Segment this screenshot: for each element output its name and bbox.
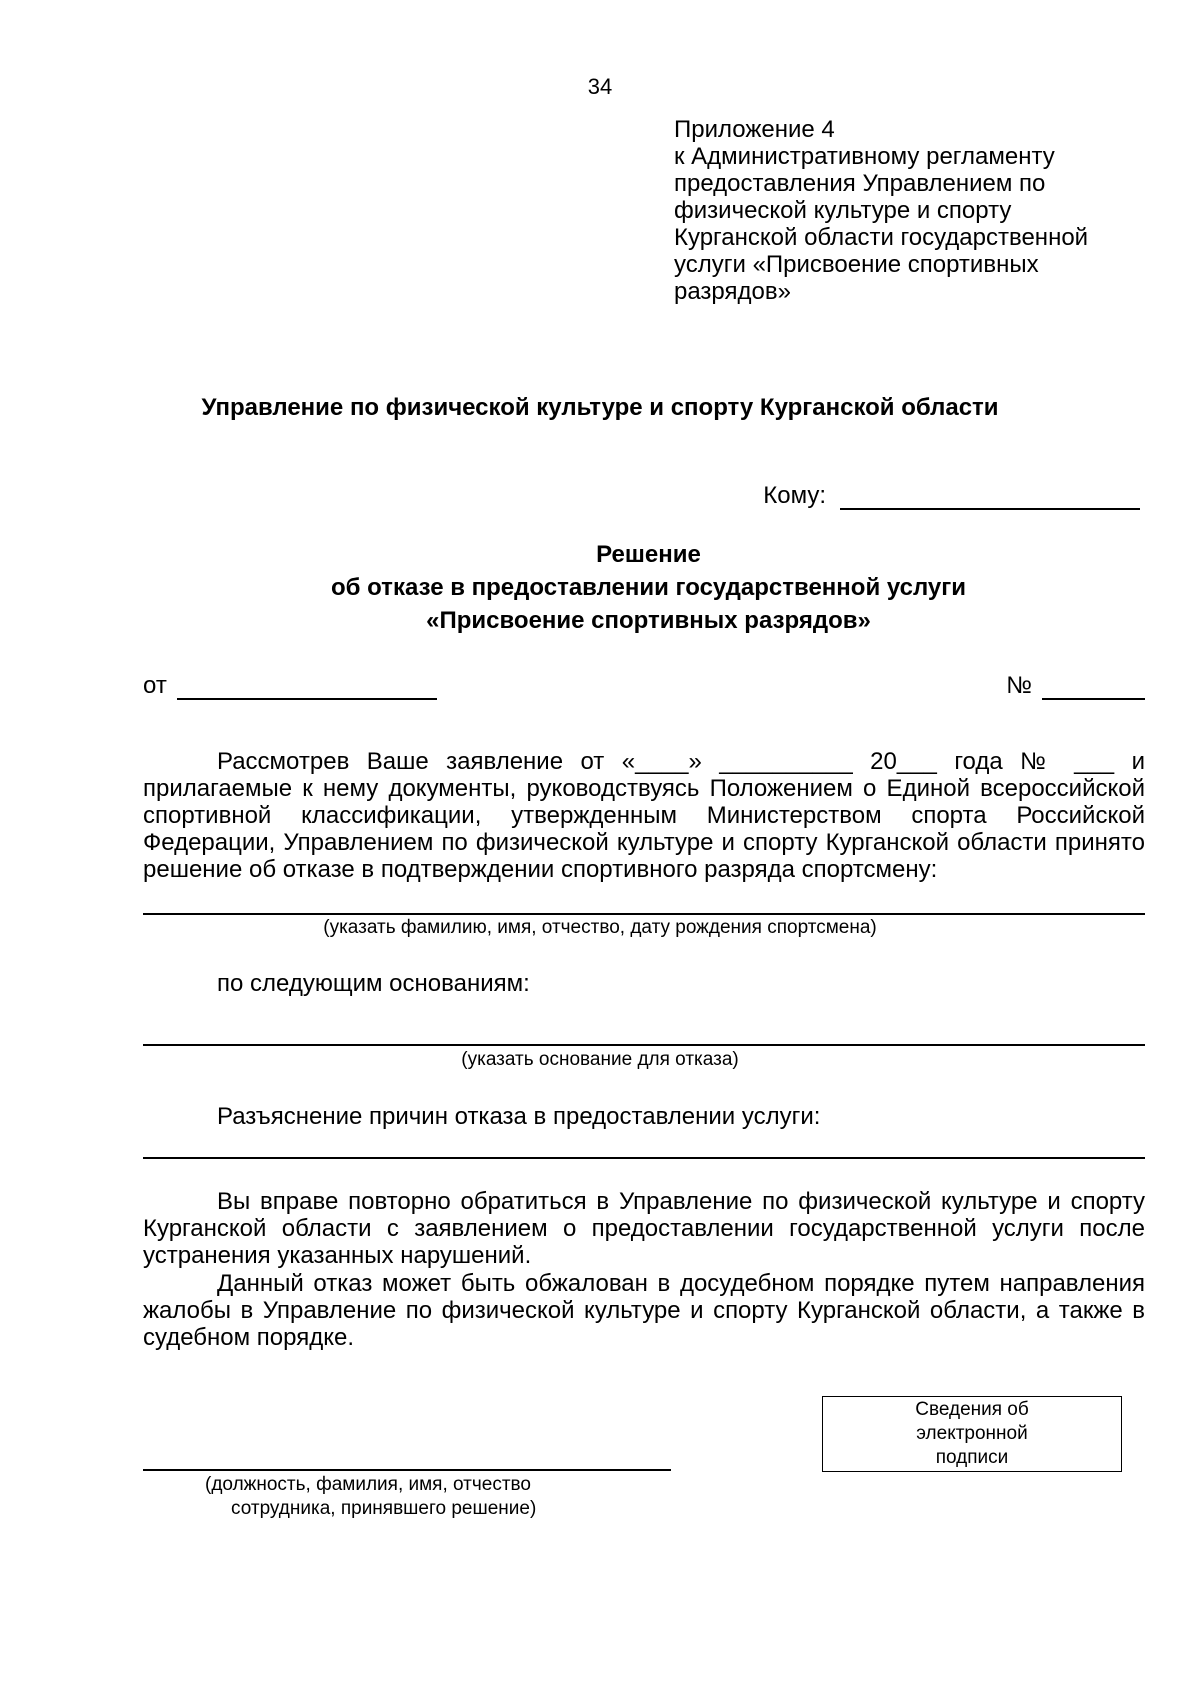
recipient-label: Кому: (763, 482, 826, 509)
grounds-blank-line (143, 1044, 1145, 1046)
number-blank-line (1042, 676, 1145, 700)
date-blank-line (177, 676, 437, 700)
page-number: 34 (587, 74, 613, 99)
date-label: от (143, 672, 167, 699)
explanation-label: Разъяснение причин отказа в предоставлении услуги: (217, 1103, 821, 1130)
number-label: № (1006, 672, 1032, 699)
appendix-line: разрядов» (674, 278, 791, 305)
appendix-line: предоставления Управлением по (674, 170, 1046, 197)
grounds-caption: (указать основание для отказа) (461, 1049, 739, 1070)
recipient-blank-line (840, 484, 1140, 510)
decision-title-line: Решение (596, 541, 701, 568)
decision-title (96, 538, 1200, 637)
grounds-label: по следующим основаниям: (217, 970, 530, 997)
signer-caption-line: (должность, фамилия, имя, отчество (205, 1474, 531, 1495)
recipient-row (763, 482, 1140, 510)
organization-title: Управление по физической культуре и спорту Курганской области (201, 394, 999, 421)
signature-box-line: электронной (916, 1423, 1028, 1444)
number-row (1006, 672, 1145, 700)
appendix-line: к Административному регламенту (674, 143, 1055, 170)
athlete-caption: (указать фамилию, имя, отчество, дату рождения спортсмена) (323, 917, 877, 938)
appendix-header (674, 116, 1088, 305)
date-row (143, 672, 437, 700)
appendix-line: физической культуре и спорту (674, 197, 1012, 224)
appendix-line: Курганской области государственной (674, 224, 1089, 251)
decision-title-line: «Присвоение спортивных разрядов» (426, 607, 871, 634)
appendix-line: Приложение 4 (674, 116, 835, 143)
signer-caption (205, 1473, 536, 1521)
signer-blank-line (143, 1469, 671, 1471)
decision-title-line: об отказе в предоставлении государственной услуги (330, 574, 967, 601)
signer-caption-line: сотрудника, принявшего решение) (231, 1498, 537, 1519)
reapply-paragraph: Вы вправе повторно обратиться в Управление по физической культуре и спорту Курганской области с заявлением о предоставлении государственной услуги после устранения указанных нарушений. (143, 1188, 1145, 1269)
appendix-line: услуги «Присвоение спортивных (674, 251, 1039, 278)
electronic-signature-box (822, 1396, 1122, 1472)
appeal-paragraph: Данный отказ может быть обжалован в досудебном порядке путем направления жалобы в Управление по физической культуре и спорту Курганской области, а также в судебном порядке. (143, 1270, 1145, 1351)
main-paragraph: Рассмотрев Ваше заявление от «____» __________ 20___ года № ___ и прилагаемые к нему документы, руководствуясь Положением о Единой всероссийской спортивной классификации, утвержденным Министерством спорта Российской Федерации, Управлением по физической культуре и спорту Курганской области принято решение об отказе в подтверждении спортивного разряда спортсмену: (143, 748, 1145, 883)
signature-box-line: подписи (935, 1447, 1009, 1468)
signature-box-line: Сведения об (915, 1399, 1029, 1420)
explanation-blank-line (143, 1157, 1145, 1159)
athlete-blank-line (143, 913, 1145, 915)
